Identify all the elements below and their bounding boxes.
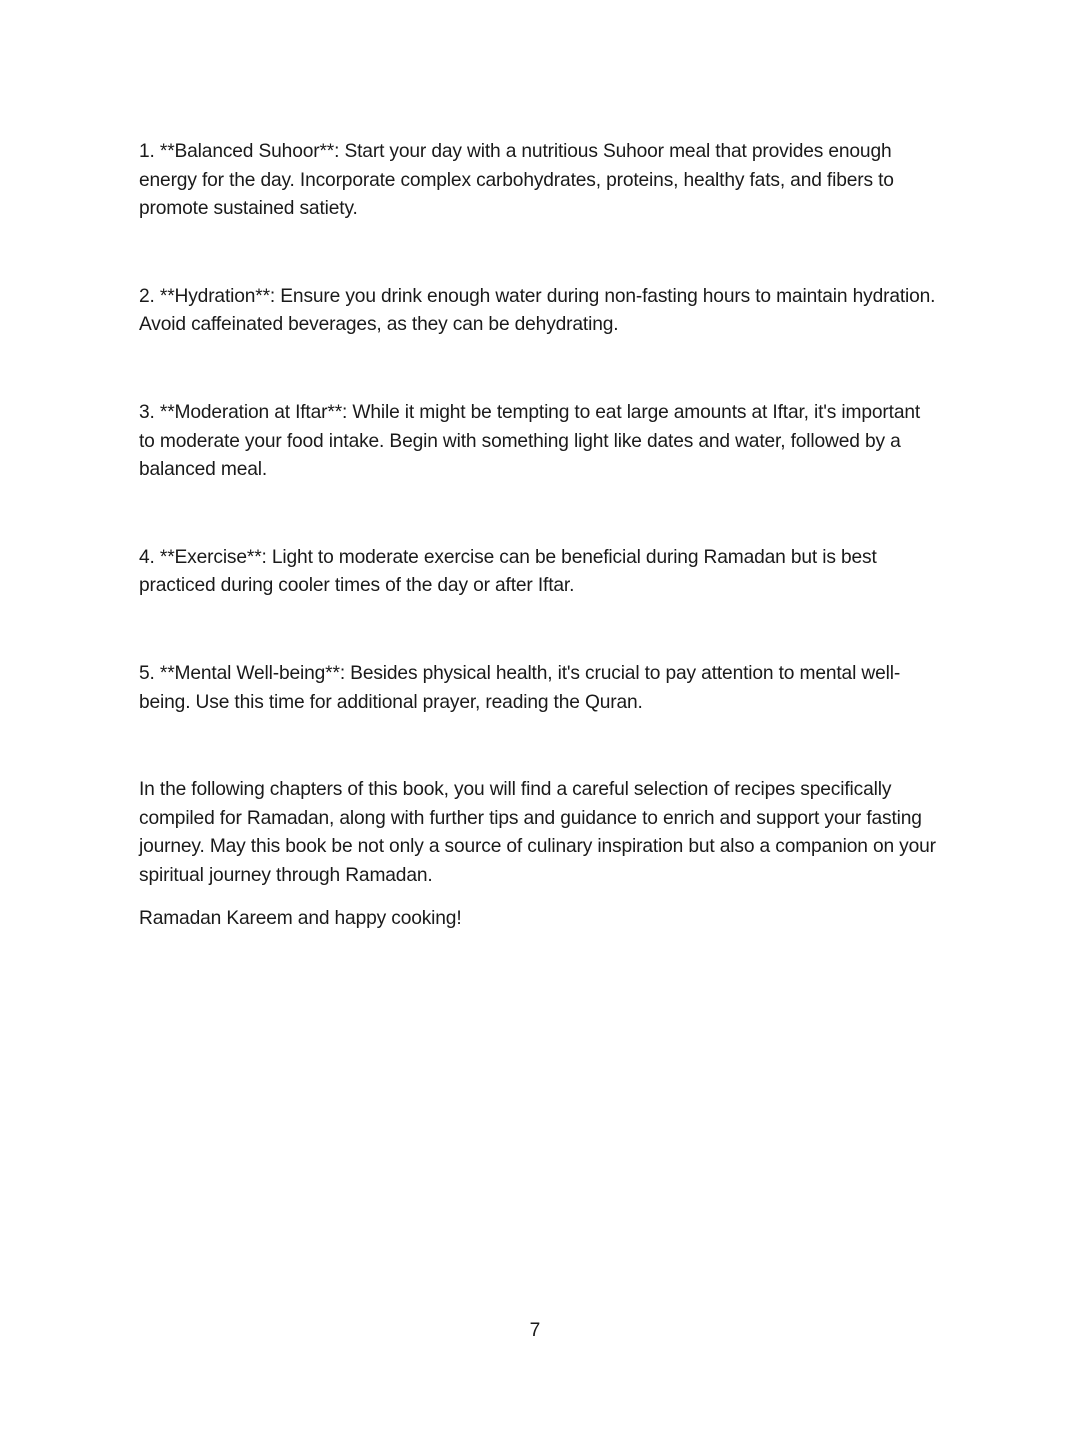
page-body — [139, 138, 939, 933]
tip-exercise: 4. **Exercise**: Light to moderate exercise can be beneficial during Ramadan but is best practiced during cooler times of the day or after Iftar. — [139, 546, 877, 597]
page-number: 7 — [529, 1320, 541, 1341]
closing-greeting: Ramadan Kareem and happy cooking! — [139, 907, 462, 929]
closing-paragraph: In the following chapters of this book, you will find a careful selection of recipes specifically compiled for Ramadan, along with further tips and guidance to enrich and support your fasting journey. May this book be not only a source of culinary inspiration but also a companion on your spiritual journey through Ramadan. — [139, 779, 936, 886]
tip-moderation-at-iftar: 3. **Moderation at Iftar**: While it might be tempting to eat large amounts at Iftar, it's important to moderate your food intake. Begin with something light like dates and water, followed by a balanced meal. — [139, 401, 921, 481]
tip-balanced-suhoor: 1. **Balanced Suhoor**: Start your day with a nutritious Suhoor meal that provides enough energy for the day. Incorporate complex carbohydrates, proteins, healthy fats, and fibers to promote sustained satiety. — [139, 141, 894, 220]
tip-mental-well-being: 5. **Mental Well-being**: Besides physical health, it's crucial to pay attention to mental well-being. Use this time for additional prayer, reading the Quran. — [139, 662, 901, 713]
tip-hydration: 2. **Hydration**: Ensure you drink enough water during non-fasting hours to maintain hydration. Avoid caffeinated beverages, as they can be dehydrating. — [139, 285, 936, 336]
